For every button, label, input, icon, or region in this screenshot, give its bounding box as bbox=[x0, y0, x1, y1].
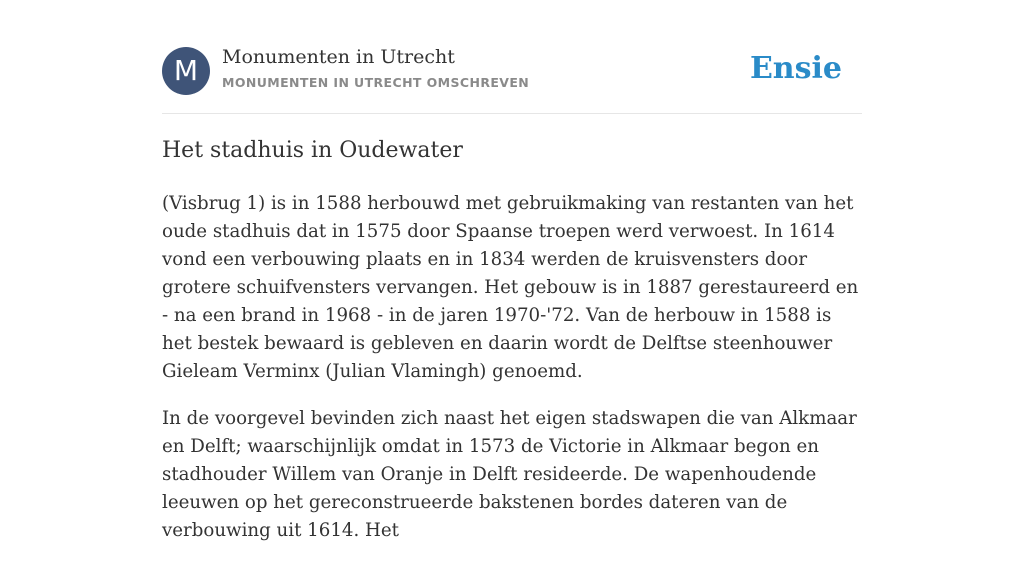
site-header bbox=[162, 46, 862, 96]
article-paragraph: In de voorgevel bevinden zich naast het eigen stadswapen die van Alkmaar en Delft; waarschijnlijk omdat in 1573 de Victorie in Alkmaar begon en stadhouder Willem van Oranje in Delft resideerde. De wapenhoudende leeuwen op het gereconstrueerde bakstenen bordes dateren van de verbouwing uit 1614. Het bbox=[162, 408, 857, 541]
article-body bbox=[162, 190, 862, 564]
avatar[interactable]: M bbox=[162, 47, 210, 95]
site-subtitle: MONUMENTEN IN UTRECHT OMSCHREVEN bbox=[222, 75, 530, 90]
site-title[interactable]: Monumenten in Utrecht bbox=[222, 46, 455, 68]
brand-logo-link[interactable]: Ensie bbox=[749, 51, 842, 86]
article-title: Het stadhuis in Oudewater bbox=[162, 138, 463, 163]
header-divider bbox=[162, 113, 862, 114]
article-paragraph: (Visbrug 1) is in 1588 herbouwd met gebruikmaking van restanten van het oude stadhuis dat in 1575 door Spaanse troepen werd verwoest. In 1614 vond een verbouwing plaats en in 1834 werden de kruisvensters door grotere schuifvensters vervangen. Het gebouw is in 1887 gerestaureerd en - na een brand in 1968 - in de jaren 1970-'72. Van de herbouw in 1588 is het bestek bewaard is gebleven en daarin wordt de Delftse steenhouwer Gieleam Verminx (Julian Vlamingh) genoemd. bbox=[162, 193, 859, 382]
